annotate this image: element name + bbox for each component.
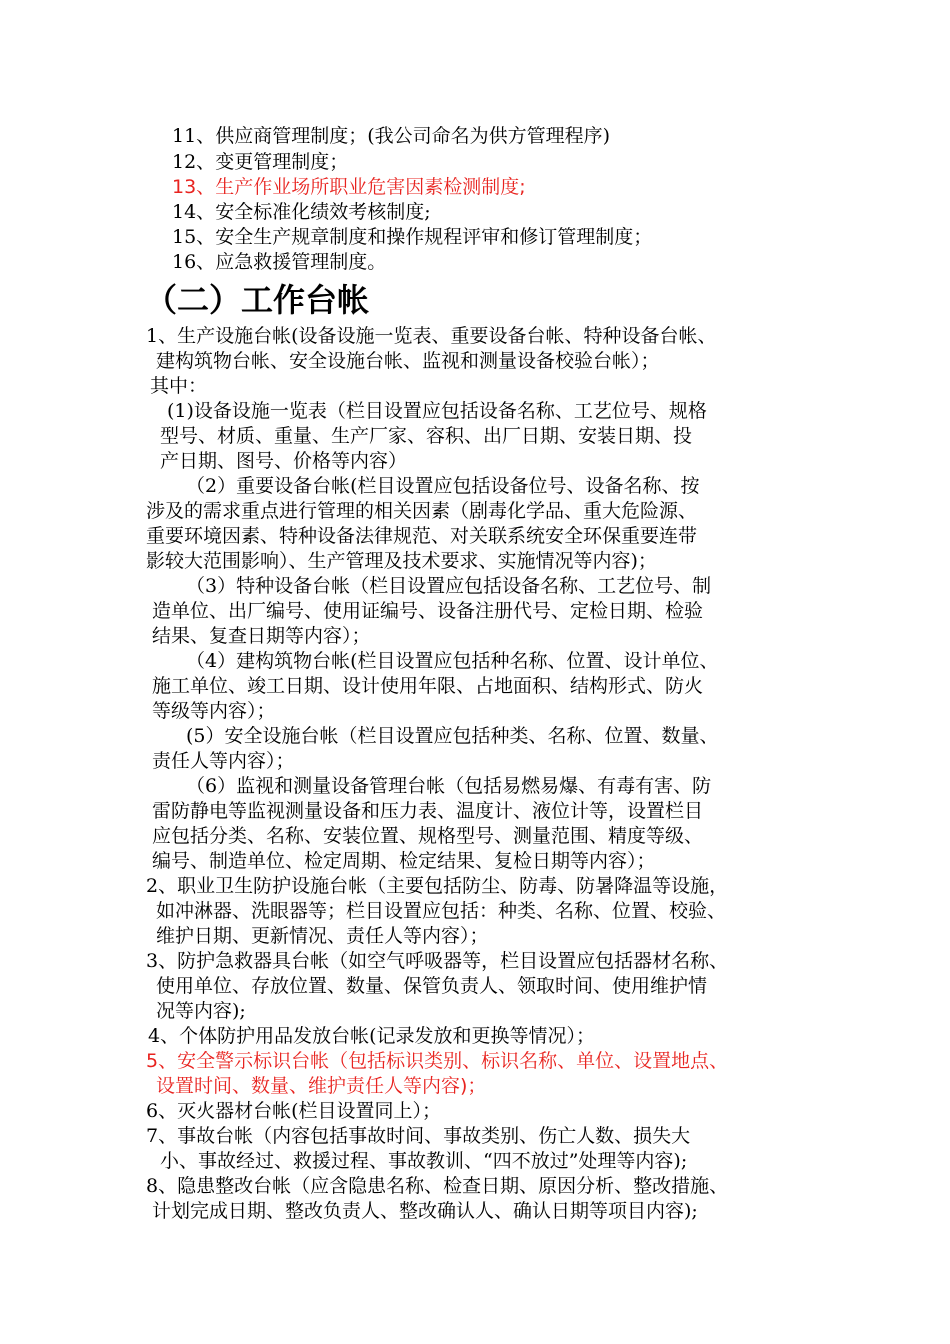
ledger-item-2-line: 维护日期、更新情况、责任人等内容）； <box>156 925 489 947</box>
ledger-item-3-line: 况等内容); <box>156 1000 246 1022</box>
sub-item-3-line: 造单位、出厂编号、使用证编号、设备注册代号、定检日期、检验 <box>152 600 704 622</box>
ledger-item-3-line: 使用单位、存放位置、数量、保管负责人、领取时间、使用维护情 <box>156 975 708 997</box>
sub-item-4-line: 等级等内容）； <box>152 700 276 722</box>
ledger-item-7-line: 小、事故经过、救援过程、事故教训、“四不放过”处理等内容); <box>160 1150 688 1172</box>
sub-item-2-line: 涉及的需求重点进行管理的相关因素（剧毒化学品、重大危险源、 <box>146 500 698 522</box>
ledger-item-2: 2、职业卫生防护设施台帐（主要包括防尘、防毒、防暑降温等设施， <box>146 875 729 897</box>
list-item: 11、供应商管理制度；(我公司命名为供方管理程序) <box>172 125 611 147</box>
section-heading: （二）工作台帐 <box>145 281 370 319</box>
ledger-item-5-highlighted: 5、安全警示标识台帐（包括标识类别、标识名称、单位、设置地点、 <box>146 1050 729 1072</box>
sub-item-2: （2）重要设备台帐(栏目设置应包括设备位号、设备名称、按 <box>186 475 700 497</box>
ledger-item-3: 3、防护急救器具台帐（如空气呼吸器等，栏目设置应包括器材名称、 <box>146 950 729 972</box>
sub-item-1-line: 型号、材质、重量、生产厂家、容积、出厂日期、安装日期、投 <box>160 425 693 447</box>
sub-item-6-line: 应包括分类、名称、安装位置、规格型号、测量范围、精度等级、 <box>152 825 704 847</box>
sub-item-3: （3）特种设备台帐（栏目设置应包括设备名称、工艺位号、制 <box>186 575 712 597</box>
ledger-item-1: 1、生产设施台帐(设备设施一览表、重要设备台帐、特种设备台帐、 <box>146 325 717 347</box>
ledger-item-4: 4、个体防护用品发放台帐(记录发放和更换等情况）； <box>148 1025 596 1047</box>
sub-item-6-line: 编号、制造单位、检定周期、检定结果、复检日期等内容）； <box>152 850 656 872</box>
ledger-item-8-line: 计划完成日期、整改负责人、整改确认人、确认日期等项目内容); <box>152 1200 698 1222</box>
sub-item-5: (5）安全设施台帐（栏目设置应包括种类、名称、位置、数量、 <box>186 725 719 747</box>
ledger-item-5-line: 设置时间、数量、维护责任人等内容)； <box>156 1075 487 1097</box>
ledger-item-8: 8、隐患整改台帐（应含隐患名称、检查日期、原因分析、整改措施、 <box>146 1175 729 1197</box>
sub-item-1: (1)设备设施一览表（栏目设置应包括设备名称、工艺位号、规格 <box>167 400 707 422</box>
sub-item-2-line: 重要环境因素、特种设备法律规范、对关联系统安全环保重要连带 <box>146 525 698 547</box>
sub-item-5-line: 责任人等内容）； <box>152 750 295 772</box>
sub-item-3-line: 结果、复查日期等内容）； <box>152 625 371 647</box>
list-item: 15、安全生产规章制度和操作规程评审和修订管理制度； <box>172 226 653 248</box>
sub-item-4-line: 施工单位、竣工日期、设计使用年限、占地面积、结构形式、防火 <box>152 675 704 697</box>
list-item: 16、应急救援管理制度。 <box>172 251 387 273</box>
sub-item-1-line: 产日期、图号、价格等内容） <box>160 450 408 472</box>
list-item: 14、安全标准化绩效考核制度; <box>172 201 431 223</box>
ledger-item-1-line: 建构筑物台帐、安全设施台帐、监视和测量设备校验台帐）； <box>156 350 660 372</box>
sub-item-2-line: 影较大范围影响）、生产管理及技术要求、实施情况等内容)； <box>146 550 657 572</box>
sub-item-4: （4）建构筑物台帐(栏目设置应包括种名称、位置、设计单位、 <box>186 650 719 672</box>
list-item-highlighted: 13、生产作业场所职业危害因素检测制度; <box>172 176 526 198</box>
ledger-item-6: 6、灭火器材台帐(栏目设置同上）； <box>146 1100 442 1122</box>
ledger-item-2-line: 如冲淋器、洗眼器等；栏目设置应包括：种类、名称、位置、校验、 <box>156 900 727 922</box>
list-item: 12、变更管理制度； <box>172 151 349 173</box>
sub-item-6-line: 雷防静电等监视测量设备和压力表、温度计、液位计等，设置栏目 <box>152 800 704 822</box>
ledger-item-1-line: 其中： <box>150 375 208 397</box>
sub-item-6: （6）监视和测量设备管理台帐（包括易燃易爆、有毒有害、防 <box>186 775 712 797</box>
ledger-item-7: 7、事故台帐（内容包括事故时间、事故类别、伤亡人数、损失大 <box>146 1125 691 1147</box>
